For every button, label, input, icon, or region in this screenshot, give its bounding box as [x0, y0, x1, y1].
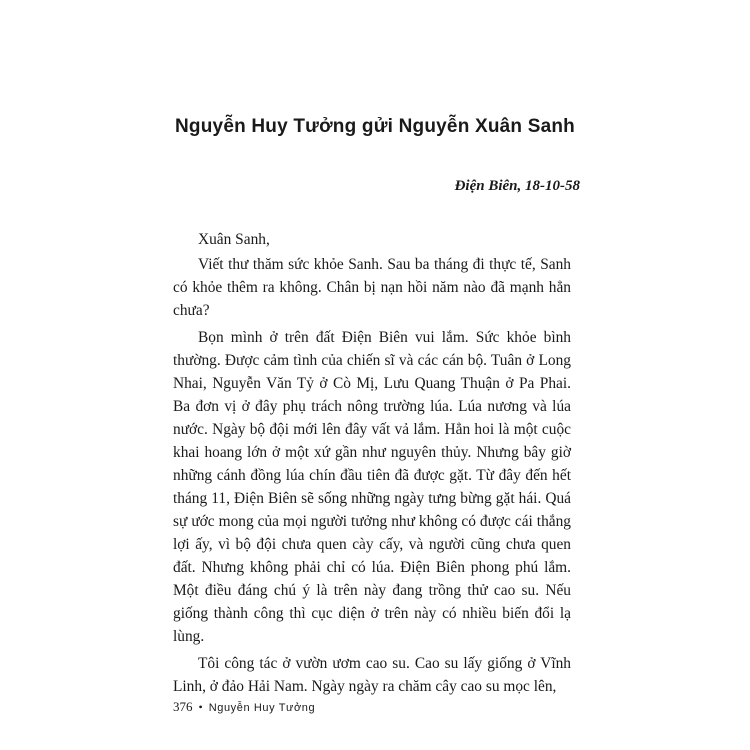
letter-body — [173, 228, 571, 702]
letter-salutation: Xuân Sanh, — [198, 231, 270, 248]
letter-paragraph: Bọn mình ở trên đất Điện Biên vui lắm. Sức khỏe bình thường. Được cảm tình của chiến sĩ và các cán bộ. Tuân ở Long Nhai, Nguyễn Văn Tỷ ở Cò Mị, Lưu Quang Thuận ở Pa Phai. Ba đơn vị ở đây phụ trách nông trường lúa. Lúa nương và lúa nước. Ngày bộ đội mới lên đây vất vả lắm. Hẳn hoi là một cuộc khai hoang lớn ở một xứ gần như nguyên thủy. Nhưng bây giờ những cánh đồng lúa chín đầu tiên đã được gặt. Từ đây đến hết tháng 11, Điện Biên sẽ sống những ngày tưng bừng gặt hái. Quá sự ước mong của mọi người tưởng như không có được cái thắng lợi ấy, vì bộ đội chưa quen cày cấy, và người cũng chưa quen đất. Nhưng không phải chỉ có lúa. Điện Biên phong phú lắm. Một điều đáng chú ý là trên này đang trồng thử cao su. Nếu giống thành công thì cục diện ở trên này có nhiều biến đổi lạ lùng. — [173, 329, 571, 645]
letter-paragraph: Tôi công tác ở vườn ươm cao su. Cao su lấy giống ở Vĩnh Linh, ở đảo Hải Nam. Ngày ngày ra chăm cây cao su mọc lên, — [173, 655, 571, 695]
letter-dateline: Điện Biên, 18-10-58 — [454, 178, 580, 194]
footer-separator: • — [198, 700, 203, 714]
letter-title: Nguyễn Huy Tưởng gửi Nguyễn Xuân Sanh — [175, 116, 575, 137]
running-author: Nguyễn Huy Tưởng — [208, 702, 316, 714]
page-footer — [173, 699, 315, 715]
page-number: 376 — [173, 699, 193, 714]
letter-paragraph: Viết thư thăm sức khỏe Sanh. Sau ba tháng đi thực tế, Sanh có khỏe thêm ra không. Chân bị nạn hồi năm nào đã mạnh hẳn chưa? — [173, 256, 571, 319]
